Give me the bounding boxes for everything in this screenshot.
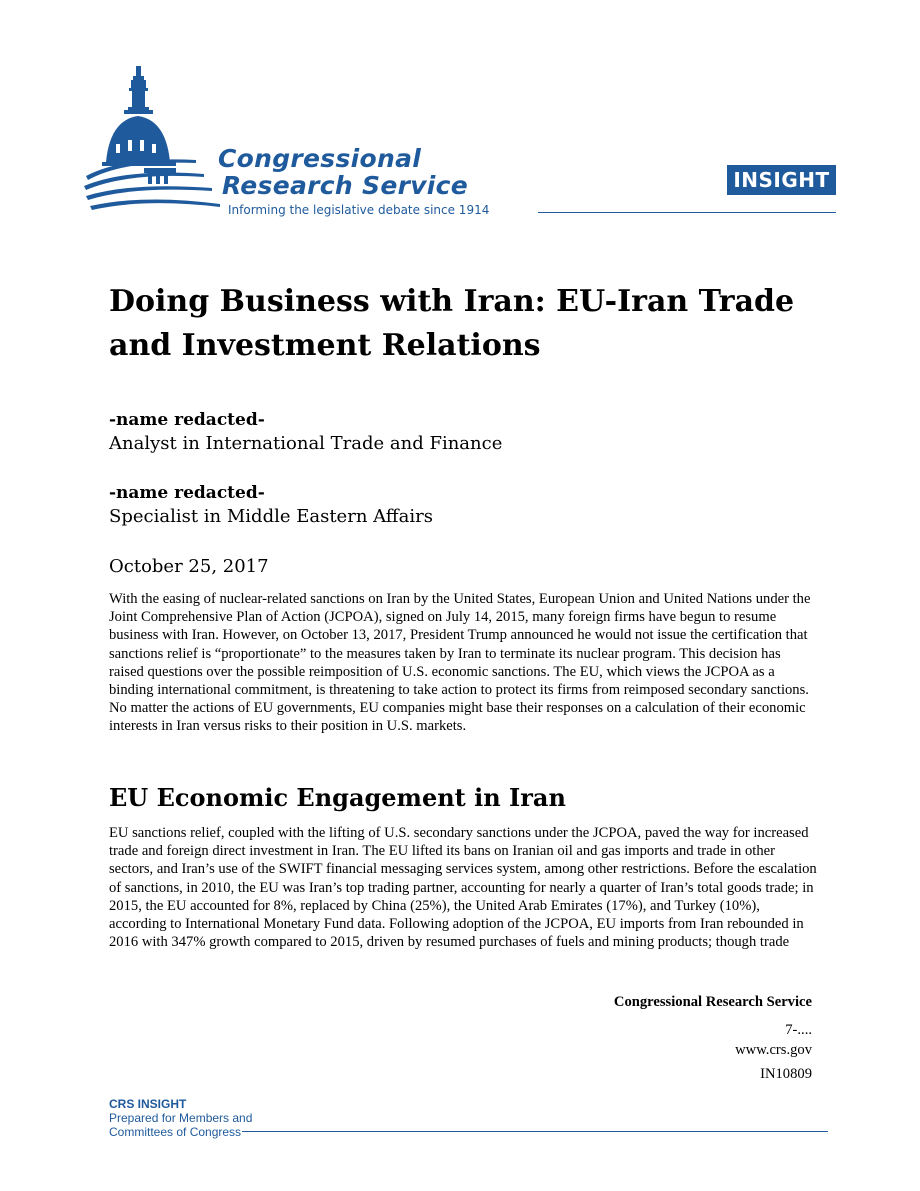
org-name-line2: Research Service [222, 171, 469, 200]
bottom-crs-insight-label: CRS INSIGHT [109, 1097, 187, 1111]
report-title: Doing Business with Iran: EU-Iran Trade and Investment Relations [109, 284, 795, 363]
org-tagline: Informing the legislative debate since 1914 [228, 203, 490, 217]
author-role: Specialist in Middle Eastern Affairs [109, 506, 433, 527]
tagline-rule [538, 212, 836, 213]
capitol-dome-logo [84, 64, 224, 218]
author-name: -name redacted- [109, 410, 265, 430]
section-heading: EU Economic Engagement in Iran [109, 783, 566, 812]
bottom-rule [242, 1131, 828, 1132]
section-paragraph: EU sanctions relief, coupled with the lifting of U.S. secondary sanctions under the JCPOA, paved the way for increased trade and foreign direct investment in Iran. The EU lifted its bans on Iranian oil and gas imports and trade in other sectors, and Iran’s use of the SWIFT financial messaging services system, among other restrictions. Before the escalation of sanctions, in 2010, the EU was Iran’s top trading partner, accounting for nearly a quarter of Iran’s total goods trade; in 2015, the EU accounted for 8%, replaced by China (25%), the United Arab Emirates (17%), and Turkey (10%), according to International Monetary Fund data. Following adoption of the JCPOA, EU imports from Iran rebounded in 2016 with 347% growth compared to 2015, driven by resumed purchases of fuels and mining products; though trade [109, 825, 817, 951]
intro-paragraph: With the easing of nuclear-related sanctions on Iran by the United States, European Union and United Nations under the Joint Comprehensive Plan of Action (JCPOA), signed on July 14, 2015, many foreign firms have begun to resume business with Iran. However, on October 13, 2017, President Trump announced he would not issue the certification that sanctions relief is “proportionate” to the measures taken by Iran to terminate its nuclear program. This decision has raised questions over the possible reimposition of U.S. economic sanctions. The EU, which views the JCPOA as a binding international commitment, is threatening to take action to protect its firms from reimposed secondary sanctions. No matter the actions of EU governments, EU companies might base their responses on a calculation of their economic interests in Iran versus risks to their position in U.S. markets. [109, 591, 811, 735]
footer-website-link[interactable]: www.crs.gov [735, 1042, 812, 1058]
org-name-line1: Congressional [218, 144, 422, 173]
report-header [0, 0, 920, 240]
bottom-prepared-label: Prepared for Members and [109, 1111, 253, 1125]
author-name: -name redacted- [109, 483, 265, 503]
footer-product-code: IN10809 [760, 1066, 812, 1082]
footer-doc-number: 7-.... [785, 1022, 812, 1038]
footer-service-name: Congressional Research Service [613, 994, 812, 1010]
author-role: Analyst in International Trade and Finance [109, 433, 503, 454]
report-date: October 25, 2017 [109, 556, 269, 577]
insight-badge: INSIGHT [727, 165, 836, 195]
bottom-committees-label: Committees of Congress [109, 1125, 242, 1139]
